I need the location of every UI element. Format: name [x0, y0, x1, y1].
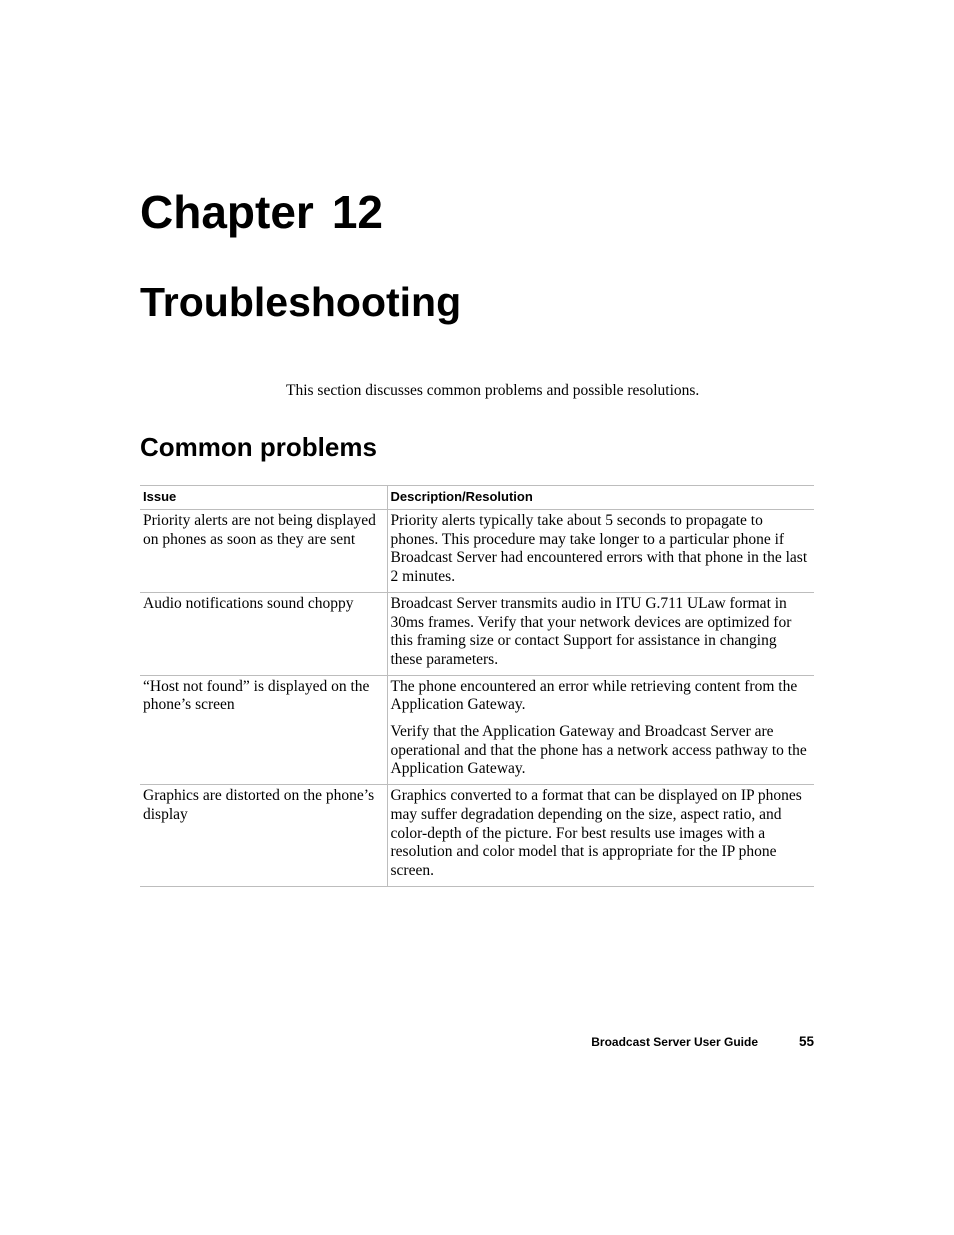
- description-cell: [387, 510, 814, 593]
- intro-paragraph: This section discusses common problems and possible resolutions.: [286, 382, 700, 399]
- problems-table: [140, 485, 814, 887]
- page-number: 55: [798, 1034, 814, 1049]
- description-cell: [387, 592, 814, 675]
- issue-cell: Graphics are distorted on the phone’s display: [140, 785, 387, 887]
- description-paragraph: Priority alerts typically take about 5 seconds to propagate to phones. This procedure may take longer to a particular phone if Broadcast Server had encountered errors with that phone in the last 2 minutes.: [390, 512, 808, 586]
- chapter-title: Troubleshooting: [140, 279, 462, 325]
- description-column-header: Description/Resolution: [387, 486, 814, 510]
- table-row: [140, 675, 814, 785]
- issue-column-header: Issue: [140, 486, 387, 510]
- description-paragraph: Verify that the Application Gateway and Broadcast Server are operational and that the phone has a network access pathway to the Application Gateway.: [390, 723, 807, 778]
- issue-cell: Audio notifications sound choppy: [140, 592, 387, 675]
- section-heading: Common problems: [140, 432, 377, 462]
- table-row: [140, 510, 814, 593]
- issue-cell: “Host not found” is displayed on the phone’s screen: [140, 675, 387, 785]
- issue-cell: Priority alerts are not being displayed on phones as soon as they are sent: [140, 510, 387, 593]
- chapter-number: 12: [331, 186, 383, 238]
- footer-doc-title: Broadcast Server User Guide: [591, 1035, 758, 1049]
- table-row: [140, 785, 814, 887]
- table-header-row: [140, 486, 814, 510]
- description-cell: [387, 785, 814, 887]
- description-paragraph: Graphics converted to a format that can be displayed on IP phones may suffer degradation depending on the size, aspect ratio, and color-depth of the picture. For best results use images with a resolution and color model that is appropriate for the IP phone screen.: [390, 787, 802, 879]
- description-paragraph: Broadcast Server transmits audio in ITU G.711 ULaw format in 30ms frames. Verify that your network devices are optimized for this framing size or contact Support for assistance in changing these parameters.: [390, 594, 792, 668]
- description-paragraph: The phone encountered an error while retrieving content from the Application Gateway.: [390, 677, 798, 714]
- description-cell: [387, 675, 814, 785]
- table-row: [140, 592, 814, 675]
- chapter-heading: [140, 184, 383, 240]
- chapter-label: Chapter: [140, 186, 314, 238]
